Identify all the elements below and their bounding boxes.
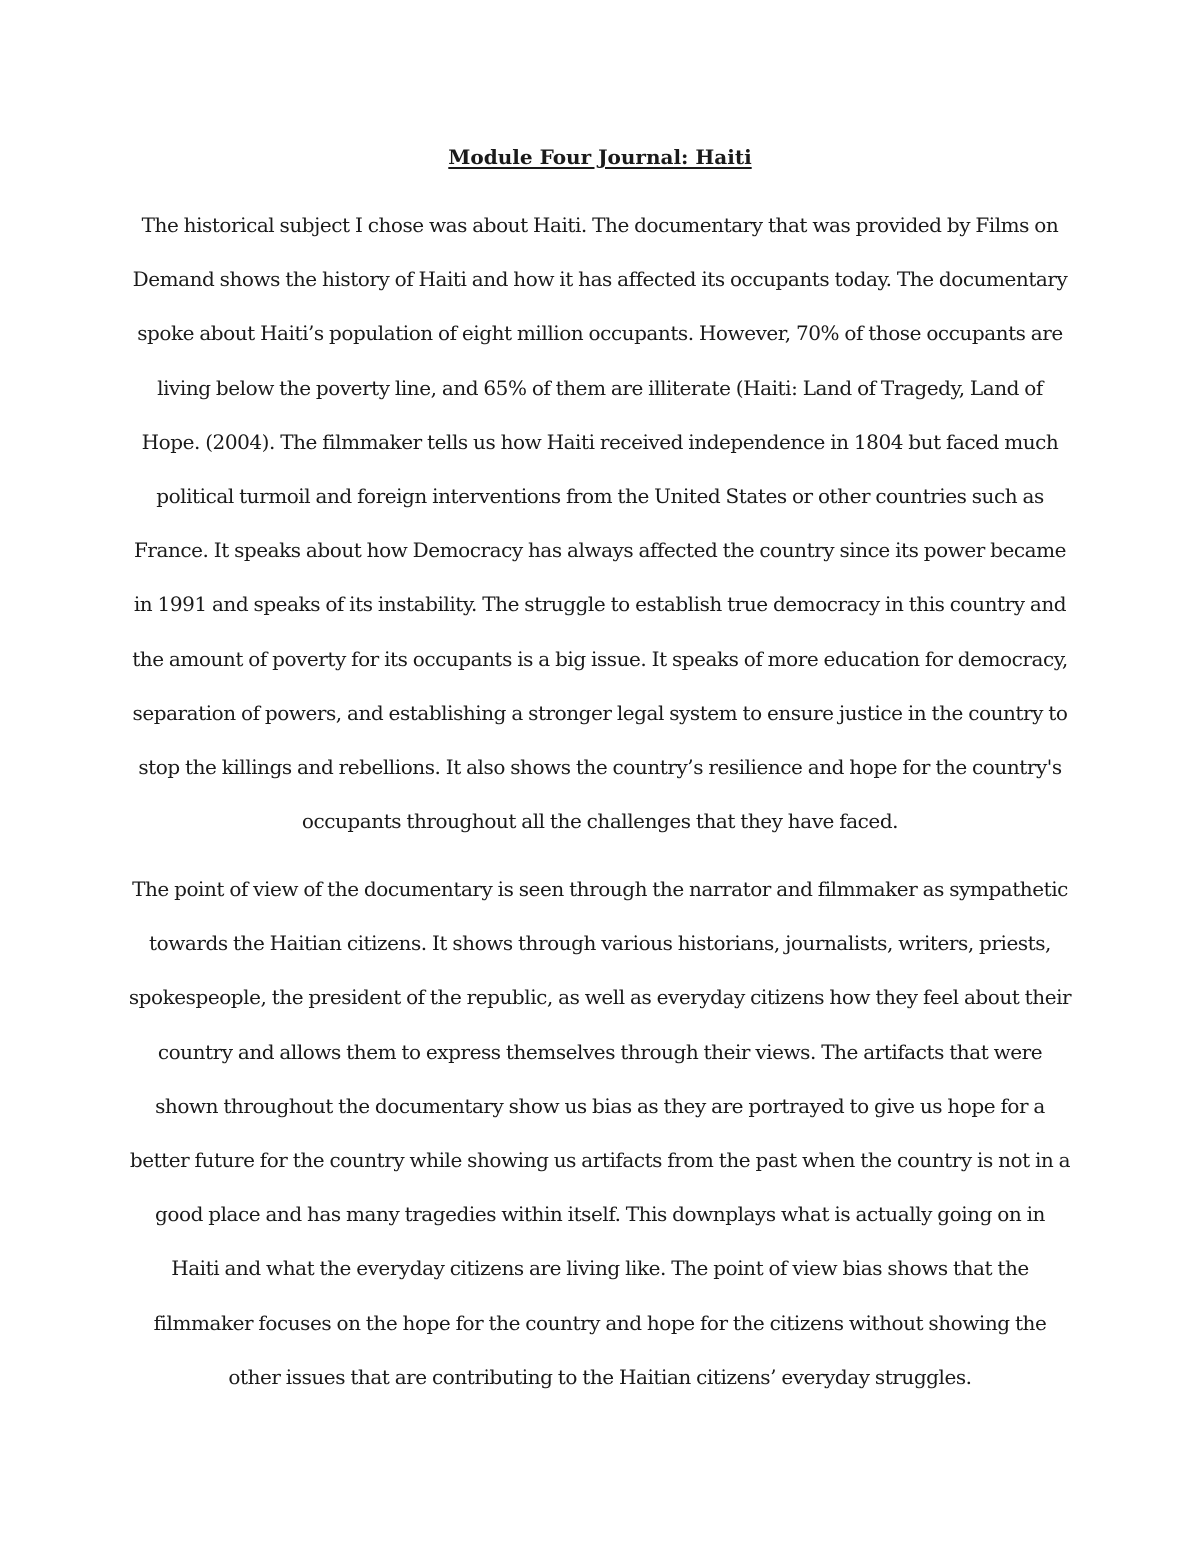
text-line: shown throughout the documentary show us bias as they are portrayed to give us hope for a [155, 1093, 1045, 1118]
text-line: spokespeople, the president of the republic, as well as everyday citizens how they feel about their [128, 985, 1072, 1010]
text-line: spoke about Haiti’s population of eight million occupants. However, 70% of those occupants are [137, 321, 1063, 346]
text-line: other issues that are contributing to the Haitian citizens’ everyday struggles. [228, 1364, 972, 1389]
text-line: better future for the country while showing us artifacts from the past when the country is not in a [129, 1147, 1071, 1172]
text-line: living below the poverty line, and 65% of them are illiterate (Haiti: Land of Tragedy, Land of [157, 375, 1043, 400]
text-line: The historical subject I chose was about Haiti. The documentary that was provided by Films on [141, 213, 1059, 237]
text-line: in 1991 and speaks of its instability. The struggle to establish true democracy in this country and [133, 592, 1067, 617]
text-line: The point of view of the documentary is seen through the narrator and filmmaker as sympathetic [132, 877, 1068, 901]
paragraph-point-of-view [120, 862, 1080, 1404]
page-title: Module Four Journal: Haiti [448, 145, 752, 169]
text-line: towards the Haitian citizens. It shows through various historians, journalists, writers, priests, [149, 931, 1051, 956]
text-line: Demand shows the history of Haiti and how it has affected its occupants today. The documentary [132, 267, 1068, 292]
text-line: filmmaker focuses on the hope for the country and hope for the citizens without showing the [153, 1310, 1047, 1335]
text-line: separation of powers, and establishing a stronger legal system to ensure justice in the country to [132, 700, 1068, 725]
text-line: country and allows them to express themselves through their views. The artifacts that were [157, 1039, 1043, 1064]
text-line: occupants throughout all the challenges that they have faced. [301, 809, 899, 834]
text-line: stop the killings and rebellions. It also shows the country’s resilience and hope for the country's [138, 754, 1062, 779]
paragraph-summary [120, 198, 1080, 848]
text-line: France. It speaks about how Democracy has always affected the country since its power became [133, 538, 1067, 563]
text-line: Hope. (2004). The filmmaker tells us how Haiti received independence in 1804 but faced much [141, 429, 1059, 454]
text-line: Haiti and what the everyday citizens are living like. The point of view bias shows that the [171, 1256, 1029, 1281]
text-line: good place and has many tragedies within itself. This downplays what is actually going on in [155, 1202, 1045, 1227]
text-line: political turmoil and foreign interventions from the United States or other countries such as [156, 483, 1044, 508]
text-line: the amount of poverty for its occupants is a big issue. It speaks of more education for democracy, [132, 646, 1068, 671]
